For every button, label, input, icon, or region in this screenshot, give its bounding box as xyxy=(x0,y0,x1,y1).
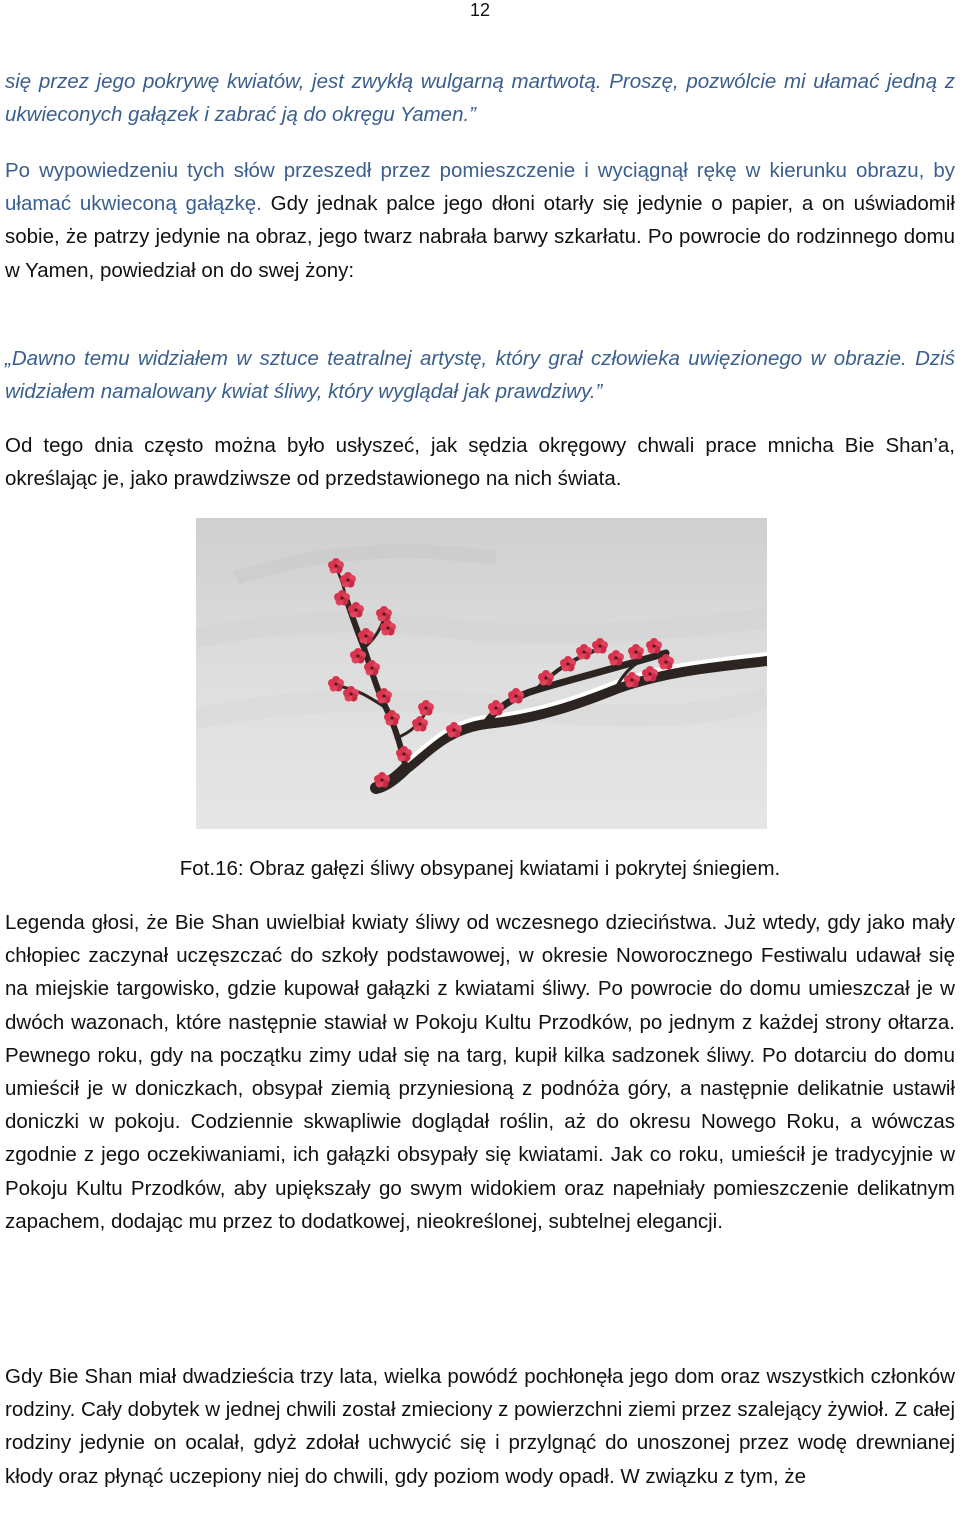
paragraph-1-container xyxy=(5,65,955,131)
paragraph-2-container xyxy=(5,154,955,287)
paragraph-quote-wife: „Dawno temu widziałem w sztuce teatralnej artystę, który grał człowieka uwięzionego w obrazie. Dziś widziałem namalowany kwiat śliwy, który wyglądał jak prawdziwy.” xyxy=(5,347,955,404)
paragraph-6-container xyxy=(5,1360,955,1493)
paragraph-narration-part-2: Gdy jednak palce jego dłoni otarły się jedynie o papier, a on uświadomił sobie, że patrzy jedynie na obraz, jego twarz nabrała barwy szkarłatu. Po powrocie do rodzinnego domu w Yamen, powiedział on do swej żony: xyxy=(5,192,955,282)
paragraph-judge: Od tego dnia często można było usłyszeć, jak sędzia okręgowy chwali prace mnicha Bie Shan’a, określając je, jako prawdziwsze od przedstawionego na nich świata. xyxy=(5,434,955,491)
paragraph-4-container xyxy=(5,429,955,495)
paragraph-narration xyxy=(5,154,955,287)
plum-blossom-painting-svg xyxy=(196,518,767,829)
paragraph-3-container xyxy=(5,342,955,408)
plum-blossom-painting xyxy=(196,518,767,829)
paragraph-flood: Gdy Bie Shan miał dwadzieścia trzy lata, wielka powódź pochłonęła jego dom oraz wszystkich członków rodziny. Cały dobytek w jednej chwili został zmieciony z powierzchni ziemi przez szalejący żywioł. Z całej rodziny jedynie on ocalał, gdyż zdołał uchwycić się i przylgnąć do unoszonej przez wodę drewnianej kłody oraz płynąć uczepiony niej do chwili, gdy poziom wody opadł. W związku z tym, że xyxy=(5,1365,955,1488)
paragraph-legend: Legenda głosi, że Bie Shan uwielbiał kwiaty śliwy od wczesnego dzieciństwa. Już wtedy, gdy jako mały chłopiec zaczynał uczęszczać do szkoły podstawowej, w okresie Noworocznego Festiwalu udawał się na miejskie targowisko, gdzie kupował gałązki z kwiatami śliwy. Po powrocie do domu umieszczał je w dwóch wazonach, które następnie stawiał w Pokoju Kultu Przodków, po jednym z każdej strony ołtarza. Pewnego roku, gdy na początku zimy udał się na targ, kupił kilka sadzonek śliwy. Po dotarciu do domu umieścił je w doniczkach, obsypał ziemią przyniesioną z podnóża góry, a następnie delikatnie ustawił doniczki w pokoju. Codziennie skwapliwie doglądał roślin, aż do okresu Nowego Roku, a wówczas zgodnie z jego oczekiwaniami, ich gałązki obsypały się kwiatami. Jak co roku, umieścił je tradycyjnie w Pokoju Kultu Przodków, aby upiększały go swym widokiem oraz napełniały pomieszczenie delikatnym zapachem, dodając mu przez to dodatkowej, nieokreślonej, subtelnej elegancji. xyxy=(5,911,955,1233)
paragraph-5-container xyxy=(5,906,955,1238)
page-number: 12 xyxy=(469,0,491,20)
figure-caption: Fot.16: Obraz gałęzi śliwy obsypanej kwiatami i pokrytej śniegiem. xyxy=(179,857,781,880)
paragraph-narration-part-1: Po wypowiedzeniu tych słów przeszedł przez pomieszczenie i wyciągnął rękę w kierunku obrazu, by ułamać ukwieconą gałązkę. xyxy=(5,159,955,216)
paragraph-quote-end: się przez jego pokrywę kwiatów, jest zwykłą wulgarną martwotą. Proszę, pozwólcie mi ułamać jedną z ukwieconych gałązek i zabrać ją do okręgu Yamen.” xyxy=(5,70,955,127)
